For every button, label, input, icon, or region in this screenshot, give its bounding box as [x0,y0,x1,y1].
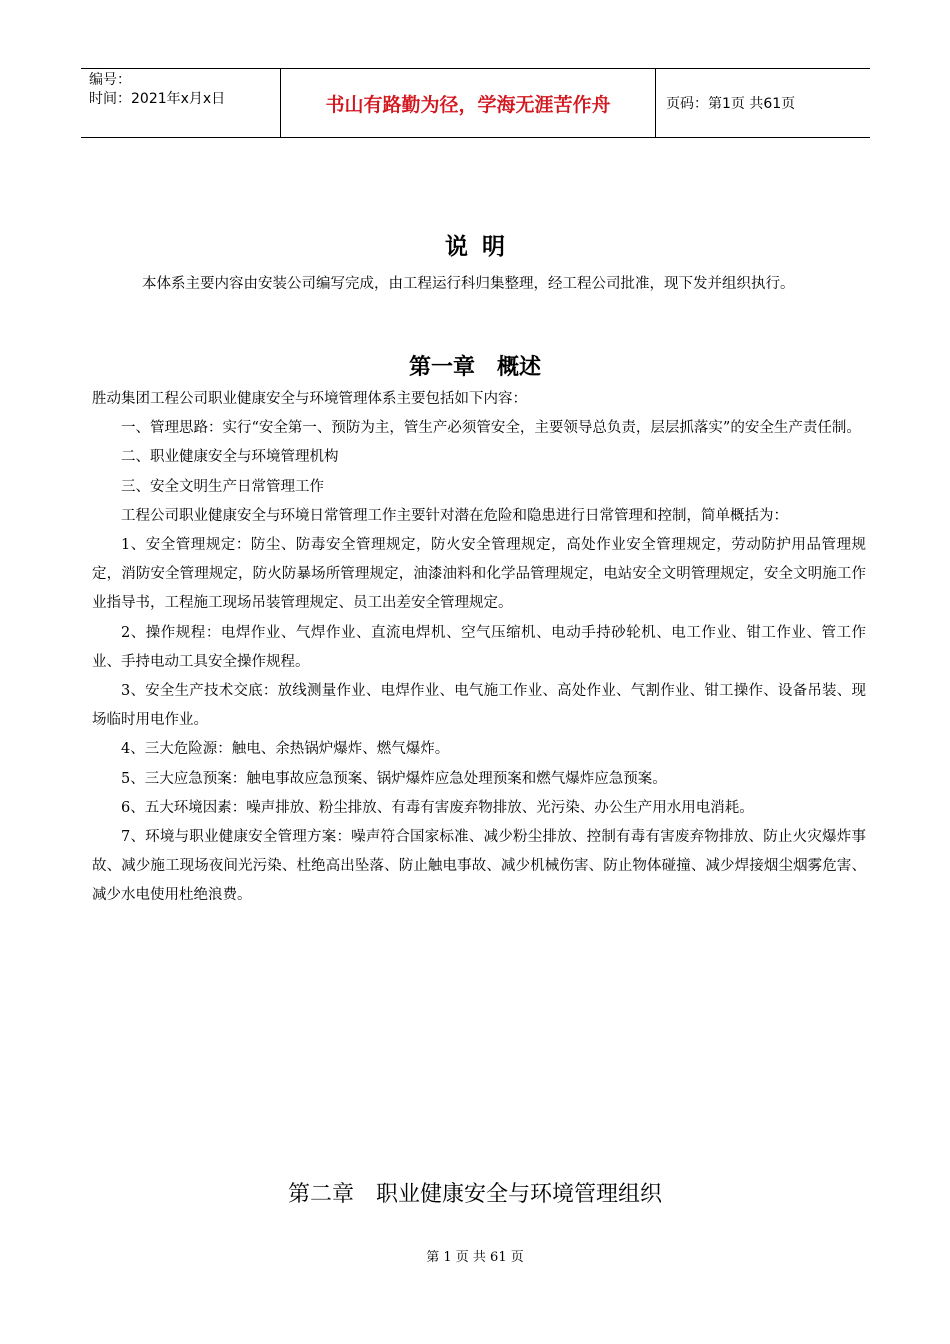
paragraph: 2、操作规程：电焊作业、气焊作业、直流电焊机、空气压缩机、电动手持砂轮机、电工作业、钳工作业、管工作业、手持电动工具安全操作规程。 [92,624,866,670]
document-header [81,68,870,138]
explanation-section [92,266,866,302]
number-label: 编号： [89,72,131,88]
paragraph: 5、三大应急预案：触电事故应急预案、锅炉爆炸应急处理预案和燃气爆炸应急预案。 [121,770,667,787]
page-footer: 第 1 页 共 61 页 [426,1250,524,1265]
paragraph: 7、环境与职业健康安全管理方案：噪声符合国家标准、减少粉尘排放、控制有毒有害废弃物排放、防止火灾爆炸事故、减少施工现场夜间光污染、杜绝高出坠落、防止触电事故、减少机械伤害、防止物体碰撞、减少焊接烟尘烟雾危害、减少水电使用杜绝浪费。 [92,829,866,904]
chapter1-body [92,385,866,911]
explanation-text: 本体系主要内容由安装公司编写完成，由工程运行科归集整理，经工程公司批准，现下发并组织执行。 [142,276,795,292]
chapter1-title: 第一章 概述 [408,355,541,380]
paragraph: 一、管理思路：实行“安全第一、预防为主，管生产必须管安全，主要领导总负责，层层抓落实”的安全生产责任制。 [121,420,861,437]
paragraph: 4、三大危险源：触电、余热锅炉爆炸、燃气爆炸。 [121,741,450,758]
paragraph: 3、安全生产技术交底：放线测量作业、电焊作业、电气施工作业、高处作业、气割作业、钳工操作、设备吊装、现场临时用电作业。 [92,683,866,729]
header-motto: 书山有路勤为径，学海无涯苦作舟 [281,69,656,137]
paragraph: 6、五大环境因素：噪声排放、粉尘排放、有毒有害废弃物排放、光污染、办公生产用水用电消耗。 [121,799,754,816]
paragraph: 二、职业健康安全与环境管理机构 [121,449,339,466]
paragraph: 三、安全文明生产日常管理工作 [121,478,324,495]
paragraph: 胜动集团工程公司职业健康安全与环境管理体系主要包括如下内容： [92,391,527,407]
explanation-title: 说明 [445,234,519,260]
time-label: 时间：2021年x月x日 [89,91,226,107]
header-meta [81,69,281,137]
paragraph: 工程公司职业健康安全与环境日常管理工作主要针对潜在危险和隐患进行日常管理和控制，简单概括为： [121,507,788,524]
header-page-info: 页码：第1页 共61页 [666,96,796,112]
chapter2-title: 第二章 职业健康安全与环境管理组织 [287,1182,662,1207]
paragraph: 1、安全管理规定：防尘、防毒安全管理规定，防火安全管理规定，高处作业安全管理规定，劳动防护用品管理规定，消防安全管理规定，防火防暴场所管理规定，油漆油料和化学品管理规定，电站安全文明管理规定，安全文明施工作业指导书，工程施工现场吊装管理规定、员工出差安全管理规定。 [92,537,866,612]
